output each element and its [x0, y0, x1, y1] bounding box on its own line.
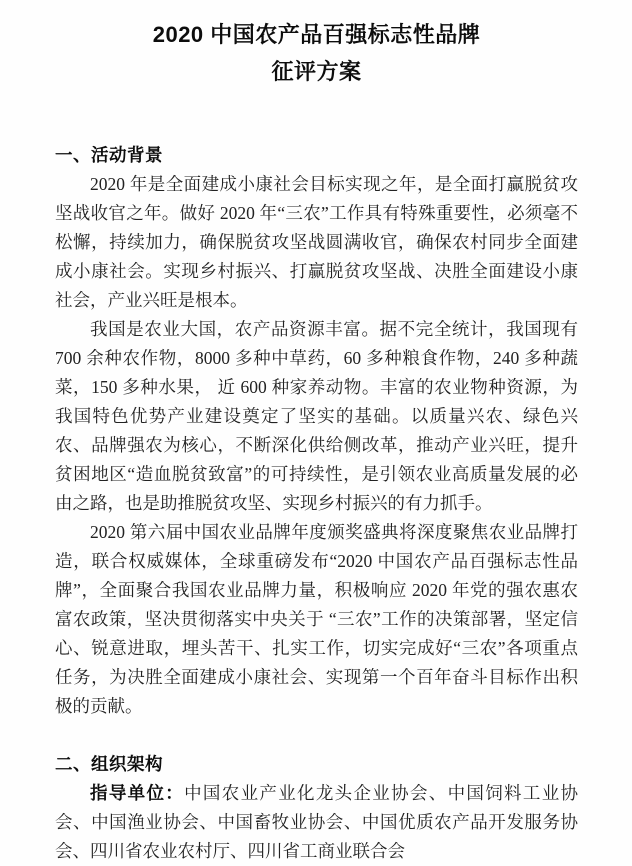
section-1-heading: 一、活动背景	[55, 145, 163, 165]
doc-title-line-2: 征评方案	[271, 59, 362, 84]
lead-text: 中国农业产业化龙头企业协会、中国饲料工业协会、中国渔业协会、中国畜牧业协会、中国优质农产品开发服务协会、四川省农业农村厅、四川省工商业联合会	[55, 783, 579, 861]
lead-label: 指导单位：	[90, 783, 185, 803]
paragraph: 2020 第六届中国农业品牌年度颁奖盛典将深度聚焦农业品牌打造，联合权威媒体，全球重磅发布“2020 中国农产品百强标志性品牌”，全面聚合我国农业品牌力量，积极响应 2020 年党的强农惠农富农政策，坚决贯彻落实中央关于 “三农”工作的决策部署，坚定信心、锐意进取，埋头苦干、扎实工作，切实完成好“三农”各项重点任务，为决胜全面建成小康社会、实现第一个百年奋斗目标作出积极的贡献。	[55, 522, 578, 716]
section-2-heading: 二、组织架构	[55, 754, 163, 774]
paragraph: 我国是农业大国，农产品资源丰富。据不完全统计，我国现有 700 余种农作物，8000 多种中草药，60 多种粮食作物，240 多种蔬菜，150 多种水果， 近 600 种家养动物。丰富的农业物种资源，为我国特色优势产业建设奠定了坚实的基础。以质量兴农、绿色兴农、品牌强农为核心，不断深化供给侧改革，推动产业兴旺，提升贫困地区“造血脱贫致富”的可持续性，是引领农业高质量发展的必由之路，也是助推脱贫攻坚、实现乡村振兴的有力抓手。	[55, 319, 578, 513]
section-organization	[55, 753, 578, 866]
section-activity-background	[55, 144, 578, 721]
paragraph: 2020 年是全面建成小康社会目标实现之年，是全面打赢脱贫攻坚战收官之年。做好 2020 年“三农”工作具有特殊重要性，必须毫不松懈，持续加力，确保脱贫攻坚战圆满收官，确保农村同步全面建成小康社会。实现乡村振兴、打赢脱贫攻坚战、决胜全面建设小康社会，产业兴旺是根本。	[55, 174, 578, 310]
doc-title	[55, 16, 578, 90]
paragraph	[55, 779, 578, 866]
doc-title-line-1: 2020 中国农产品百强标志性品牌	[152, 22, 481, 47]
